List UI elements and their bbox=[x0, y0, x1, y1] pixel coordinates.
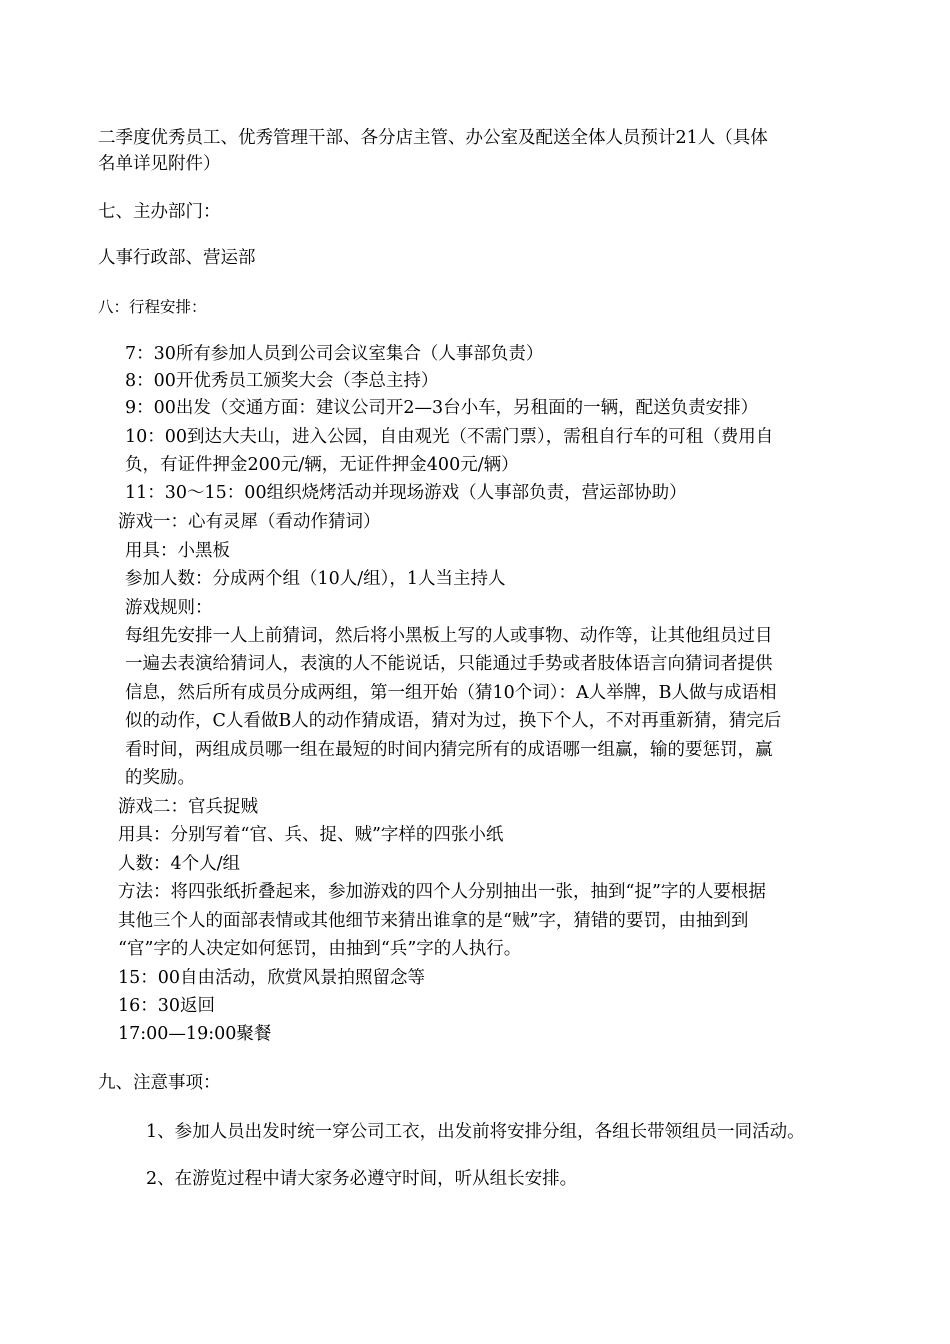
schedule-item: 11：30～15：00组织烧烤活动并现场游戏（人事部负责，营运部协助） bbox=[125, 483, 687, 503]
game1-rules-line: 似的动作，C人看做B人的动作猜成语，猜对为过，换下个人，不对再重新猜，猜完后 bbox=[125, 711, 782, 731]
organizer-text: 人事行政部、营运部 bbox=[98, 248, 256, 268]
schedule-item: 负，有证件押金200元/辆，无证件押金400元/辆） bbox=[125, 455, 519, 475]
game1-rules-line: 信息，然后所有成员分成两组，第一组开始（猜10个词）：A人举牌，B人做与成语相 bbox=[125, 683, 777, 703]
game1-tool: 用具：小黑板 bbox=[125, 541, 230, 561]
notice-item: 1、参加人员出发时统一穿公司工衣，出发前将安排分组，各组长带领组员一同活动。 bbox=[146, 1122, 805, 1142]
section-heading-7: 七、主办部门： bbox=[98, 202, 221, 222]
game1-title: 游戏一：心有灵犀（看动作猜词） bbox=[118, 512, 381, 532]
schedule-item: 16：30返回 bbox=[118, 996, 216, 1016]
game1-rules-label: 游戏规则： bbox=[125, 598, 213, 618]
game2-tool: 用具：分别写着“官、兵、捉、贼”字样的四张小纸 bbox=[118, 825, 504, 845]
game1-rules-line: 的奖励。 bbox=[125, 768, 195, 788]
section-heading-9: 九、注意事项： bbox=[98, 1073, 221, 1093]
game1-rules-line: 每组先安排一人上前猜词，然后将小黑板上写的人或事物、动作等，让其他组员过目 bbox=[125, 626, 773, 646]
game1-count: 参加人数：分成两个组（10人/组），1人当主持人 bbox=[125, 569, 506, 589]
schedule-item: 15：00自由活动，欣赏风景拍照留念等 bbox=[118, 968, 426, 988]
game1-rules-line: 看时间，两组成员哪一组在最短的时间内猜完所有的成语哪一组赢，输的要惩罚，赢 bbox=[125, 740, 773, 760]
game2-title: 游戏二：官兵捉贼 bbox=[118, 797, 258, 817]
schedule-item: 17:00—19:00聚餐 bbox=[118, 1024, 272, 1044]
participants-line: 二季度优秀员工、优秀管理干部、各分店主管、办公室及配送全体人员预计21人（具体 bbox=[98, 128, 768, 148]
game2-method-line: “官”字的人决定如何惩罚，由抽到“兵”字的人执行。 bbox=[118, 939, 522, 959]
schedule-item: 8：00开优秀员工颁奖大会（李总主持） bbox=[125, 371, 439, 391]
schedule-item: 9：00出发（交通方面：建议公司开2—3台小车，另租面的一辆，配送负责安排） bbox=[125, 398, 759, 418]
schedule-item: 7：30所有参加人员到公司会议室集合（人事部负责） bbox=[125, 344, 544, 364]
participants-line: 名单详见附件） bbox=[98, 154, 221, 174]
game2-method-line: 其他三个人的面部表情或其他细节来猜出谁拿的是“贼”字，猜错的要罚，由抽到到 bbox=[118, 911, 749, 931]
game2-method-line: 方法：将四张纸折叠起来，参加游戏的四个人分别抽出一张，抽到“捉”字的人要根据 bbox=[118, 882, 766, 902]
notice-item: 2、在游览过程中请大家务必遵守时间，听从组长安排。 bbox=[146, 1169, 578, 1189]
game2-count: 人数：4个人/组 bbox=[118, 854, 241, 874]
section-heading-8: 八：行程安排： bbox=[98, 298, 207, 316]
schedule-item: 10：00到达大夫山，进入公园，自由观光（不需门票），需租自行车的可租（费用自 bbox=[125, 427, 774, 447]
game1-rules-line: 一遍去表演给猜词人，表演的人不能说话，只能通过手势或者肢体语言向猜词者提供 bbox=[125, 654, 773, 674]
